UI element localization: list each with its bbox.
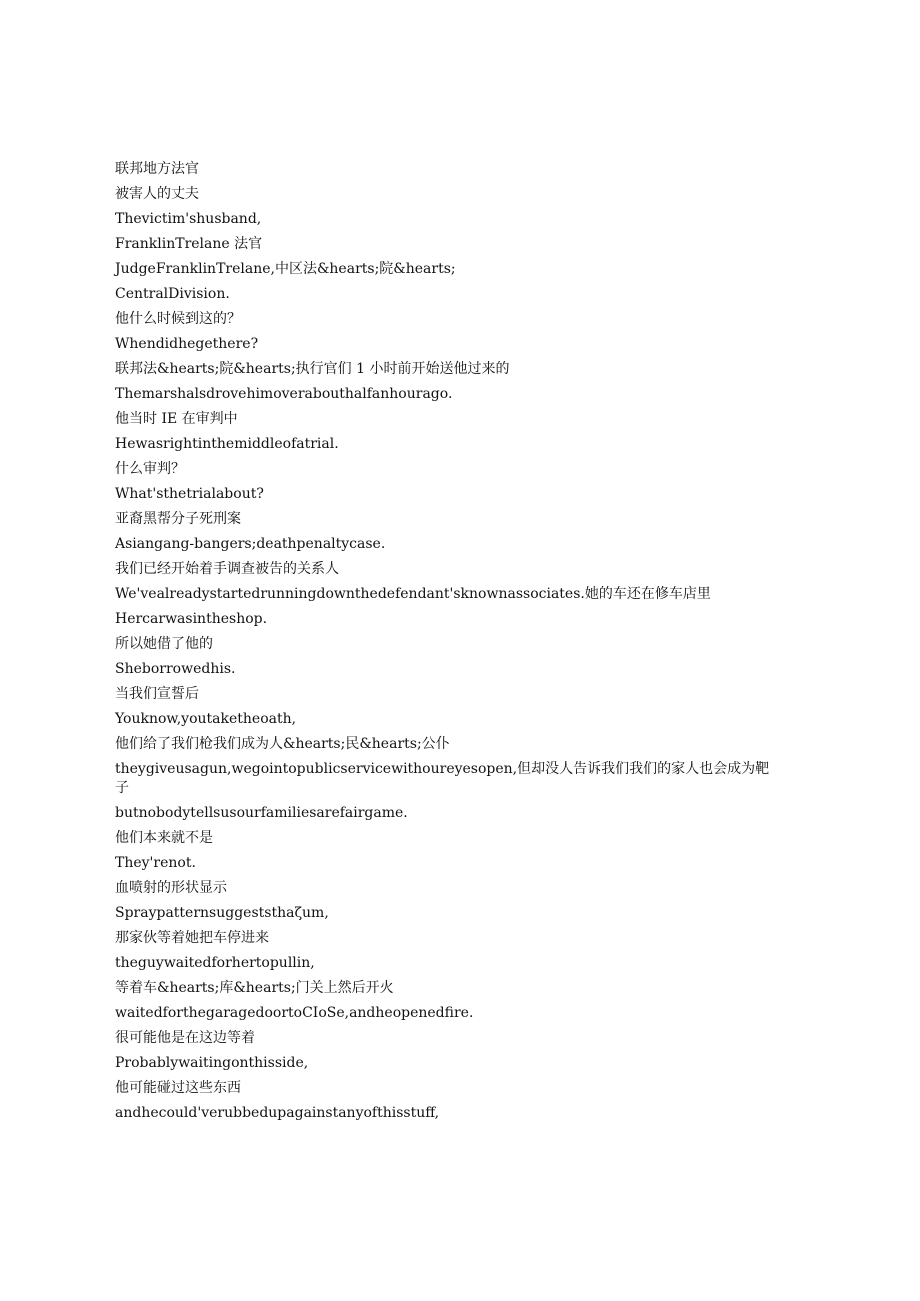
english-subtitle-line: theguywaitedforhertopullin, <box>115 955 315 971</box>
english-subtitle-line: Themarshalsdrovehimoverabouthalfanhourago. <box>115 386 453 402</box>
english-subtitle-line: JudgeFranklinTrelane,中区法&hearts;院&hearts; <box>115 261 456 277</box>
english-subtitle-line: Whendidhegethere? <box>115 336 259 352</box>
chinese-subtitle-line: 他当时 IE 在审判中 <box>115 411 238 427</box>
chinese-subtitle-line: 亚裔黑帮分子死刑案 <box>115 511 241 527</box>
chinese-subtitle-line: 被害人的丈夫 <box>115 186 199 202</box>
chinese-subtitle-line: 那家伙等着她把车停进来 <box>115 930 269 946</box>
chinese-subtitle-line: 所以她借了他的 <box>115 636 213 652</box>
english-subtitle-line: Asiangang-bangers;deathpenaltycase. <box>115 536 386 552</box>
chinese-subtitle-line: 血喷射的形状显示 <box>115 880 227 896</box>
chinese-subtitle-line: 什么审判？ <box>115 461 185 477</box>
chinese-subtitle-line: 联邦法&hearts;院&hearts;执行官们 1 小时前开始送他过来的 <box>115 361 510 377</box>
english-subtitle-line: waitedforthegaragedoortoCIoSe,andheopenedfire. <box>115 1005 474 1021</box>
chinese-subtitle-line: 等着车&hearts;库&hearts;门关上然后开火 <box>115 980 394 996</box>
english-subtitle-line: Youknow,youtaketheoath, <box>115 711 297 727</box>
english-subtitle-line: We'vealreadystartedrunningdownthedefendant'sknownassociates.她的车还在修车店里 <box>115 586 711 602</box>
chinese-subtitle-line: 很可能他是在这边等着 <box>115 1030 255 1046</box>
chinese-subtitle-line: 当我们宣誓后 <box>115 686 199 702</box>
chinese-subtitle-line: 他什么时候到这的？ <box>115 311 241 327</box>
english-subtitle-line: Spraypatternsuggeststhaζum, <box>115 905 329 921</box>
english-subtitle-line: Thevictim'shusband, <box>115 211 262 227</box>
english-subtitle-line: andhecould'verubbedupagainstanyofthisstuff, <box>115 1105 440 1121</box>
english-subtitle-line: They'renot. <box>115 855 196 871</box>
english-subtitle-line: What'sthetrialabout? <box>115 486 264 502</box>
english-subtitle-line: butnobodytellsusourfamiliesarefairgame. <box>115 805 408 821</box>
english-subtitle-line: Sheborrowedhis. <box>115 661 236 677</box>
english-subtitle-line: CentralDivision. <box>115 286 230 302</box>
subtitle-text-block <box>115 160 775 1129</box>
english-subtitle-line: Hewasrightinthemiddleofatrial. <box>115 436 339 452</box>
chinese-subtitle-line: FranklinTrelane 法官 <box>115 236 263 252</box>
chinese-subtitle-line: 他们给了我们枪我们成为人&hearts;民&hearts;公仆 <box>115 736 450 752</box>
chinese-subtitle-line: 他可能碰过这些东西 <box>115 1080 241 1096</box>
english-subtitle-line: theygiveusagun,wegointopublicservicewithoureyesopen,但却没人告诉我们我们的家人也会成为靶子 <box>115 761 770 796</box>
chinese-subtitle-line: 联邦地方法官 <box>115 161 199 177</box>
english-subtitle-line: Probablywaitingonthisside, <box>115 1055 309 1071</box>
english-subtitle-line: Hercarwasintheshop. <box>115 611 268 627</box>
chinese-subtitle-line: 我们已经开始着手调查被告的关系人 <box>115 561 339 577</box>
chinese-subtitle-line: 他们本来就不是 <box>115 830 213 846</box>
